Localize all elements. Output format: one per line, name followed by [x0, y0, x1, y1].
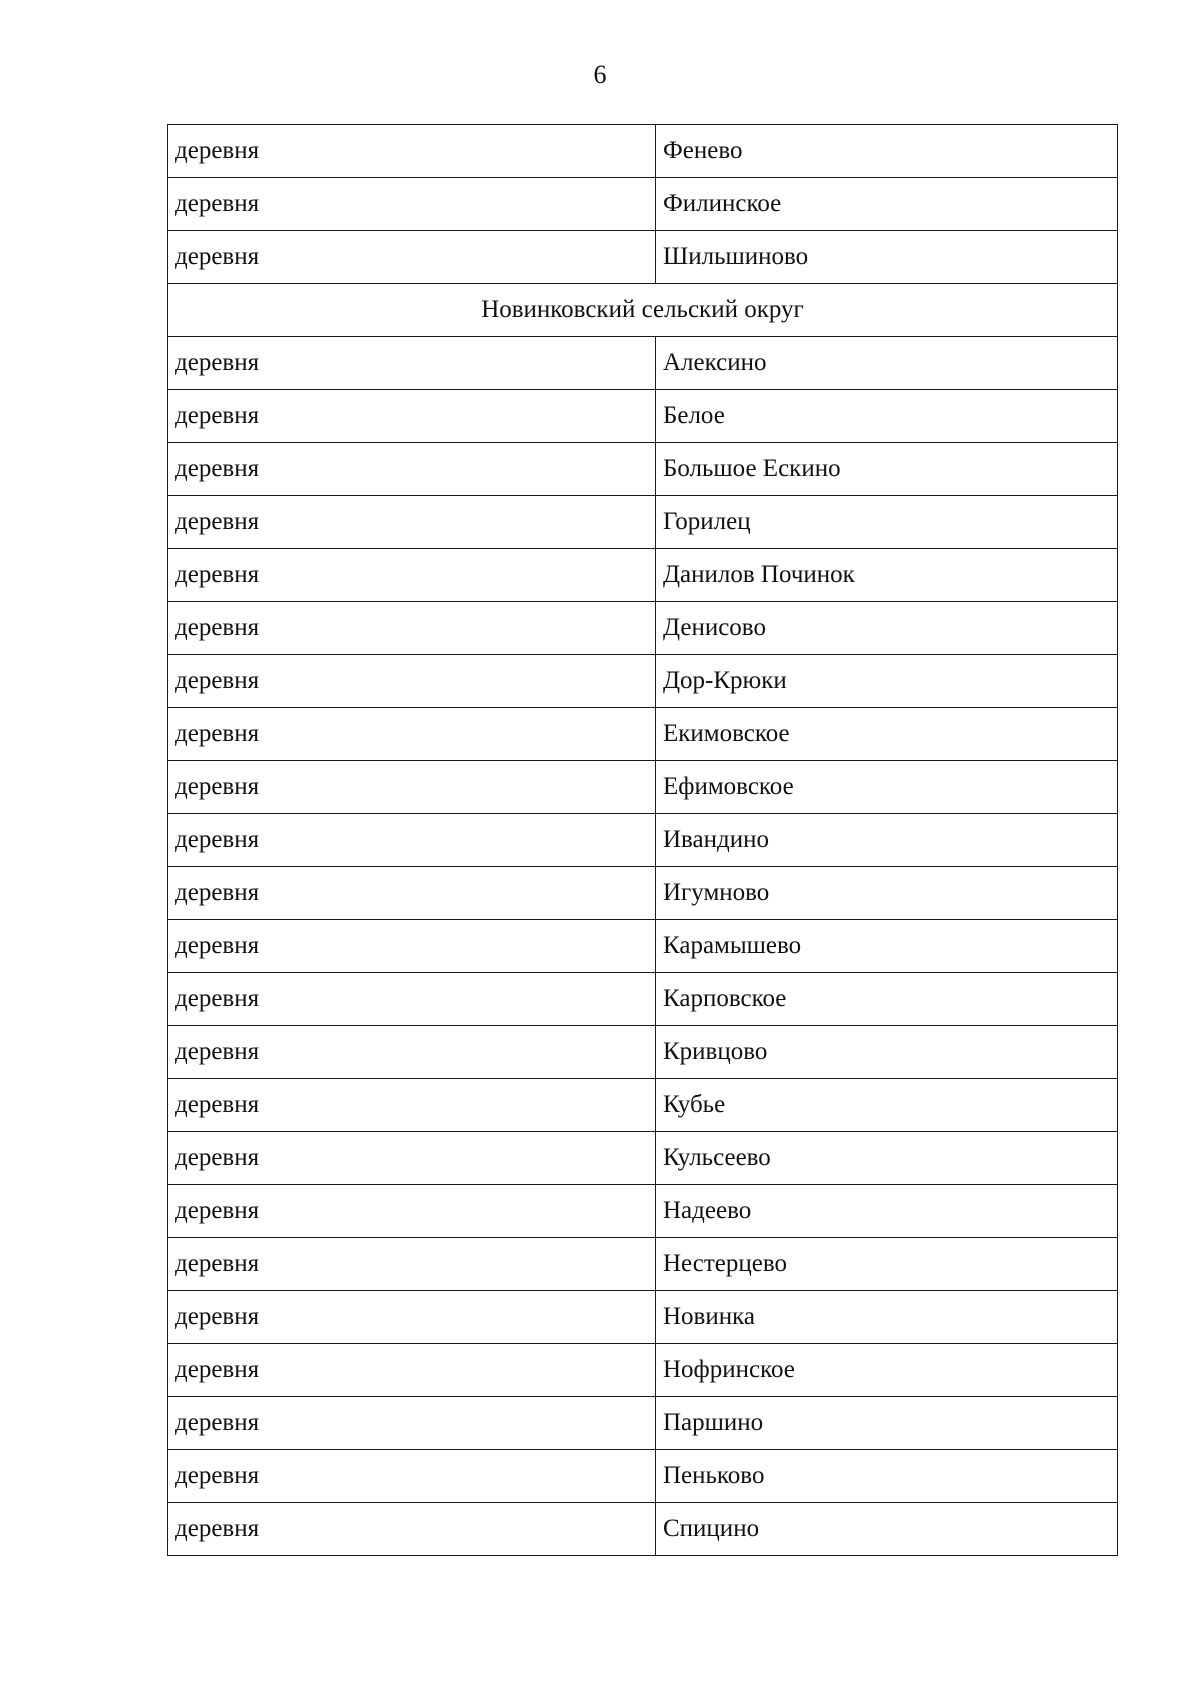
table-row — [168, 814, 1118, 867]
settlement-name-cell: Новинка — [656, 1291, 1118, 1344]
settlement-name-cell: Алексино — [656, 337, 1118, 390]
settlement-type-cell: деревня — [168, 1344, 656, 1397]
settlement-name-cell: Кульсеево — [656, 1132, 1118, 1185]
settlement-name-cell: Денисово — [656, 602, 1118, 655]
table-row — [168, 231, 1118, 284]
settlement-name-cell: Спицино — [656, 1503, 1118, 1556]
table-row — [168, 655, 1118, 708]
settlement-name-cell: Шильшиново — [656, 231, 1118, 284]
table-row — [168, 1397, 1118, 1450]
table-row — [168, 443, 1118, 496]
settlement-name-cell: Паршино — [656, 1397, 1118, 1450]
settlement-type-cell: деревня — [168, 655, 656, 708]
settlement-name-cell: Карповское — [656, 973, 1118, 1026]
table-row — [168, 1238, 1118, 1291]
table-row — [168, 761, 1118, 814]
settlement-name-cell: Филинское — [656, 178, 1118, 231]
settlement-name-cell: Кривцово — [656, 1026, 1118, 1079]
settlement-name-cell: Ефимовское — [656, 761, 1118, 814]
table-row — [168, 1344, 1118, 1397]
settlement-name-cell: Дор-Крюки — [656, 655, 1118, 708]
table-row — [168, 1026, 1118, 1079]
settlement-type-cell: деревня — [168, 549, 656, 602]
settlement-type-cell: деревня — [168, 337, 656, 390]
settlement-type-cell: деревня — [168, 1079, 656, 1132]
settlement-type-cell: деревня — [168, 1397, 656, 1450]
settlement-type-cell: деревня — [168, 178, 656, 231]
settlement-type-cell: деревня — [168, 708, 656, 761]
settlements-table — [167, 124, 1118, 1556]
settlement-type-cell: деревня — [168, 867, 656, 920]
table-row — [168, 1291, 1118, 1344]
settlement-name-cell: Карамышево — [656, 920, 1118, 973]
settlement-type-cell: деревня — [168, 1238, 656, 1291]
table-row — [168, 496, 1118, 549]
district-title: Новинковский сельский округ — [168, 284, 1118, 337]
settlement-type-cell: деревня — [168, 1450, 656, 1503]
table-row — [168, 1185, 1118, 1238]
table-body — [168, 125, 1118, 1556]
district-header-row — [168, 284, 1118, 337]
settlement-name-cell: Екимовское — [656, 708, 1118, 761]
settlement-type-cell: деревня — [168, 602, 656, 655]
page-number: 6 — [593, 60, 607, 89]
settlement-name-cell: Ивандино — [656, 814, 1118, 867]
settlement-name-cell: Нофринское — [656, 1344, 1118, 1397]
settlement-type-cell: деревня — [168, 1503, 656, 1556]
table-row — [168, 1079, 1118, 1132]
table-row — [168, 390, 1118, 443]
settlement-name-cell: Горилец — [656, 496, 1118, 549]
table-row — [168, 602, 1118, 655]
settlement-type-cell: деревня — [168, 390, 656, 443]
settlement-type-cell: деревня — [168, 920, 656, 973]
table-row — [168, 178, 1118, 231]
settlement-name-cell: Пеньково — [656, 1450, 1118, 1503]
settlement-type-cell: деревня — [168, 814, 656, 867]
settlement-type-cell: деревня — [168, 443, 656, 496]
table-row — [168, 337, 1118, 390]
settlement-name-cell: Нестерцево — [656, 1238, 1118, 1291]
settlement-type-cell: деревня — [168, 1026, 656, 1079]
table-row — [168, 1503, 1118, 1556]
settlement-name-cell: Большое Ескино — [656, 443, 1118, 496]
settlement-name-cell: Белое — [656, 390, 1118, 443]
settlement-type-cell: деревня — [168, 1132, 656, 1185]
settlement-type-cell: деревня — [168, 1185, 656, 1238]
settlement-name-cell: Надеево — [656, 1185, 1118, 1238]
settlement-name-cell: Данилов Починок — [656, 549, 1118, 602]
table-row — [168, 973, 1118, 1026]
settlement-type-cell: деревня — [168, 231, 656, 284]
settlement-type-cell: деревня — [168, 125, 656, 178]
table-row — [168, 1450, 1118, 1503]
table-row — [168, 708, 1118, 761]
settlement-type-cell: деревня — [168, 973, 656, 1026]
settlement-name-cell: Фенево — [656, 125, 1118, 178]
settlement-name-cell: Игумново — [656, 867, 1118, 920]
settlement-name-cell: Кубье — [656, 1079, 1118, 1132]
table-row — [168, 125, 1118, 178]
table-row — [168, 549, 1118, 602]
table-row — [168, 1132, 1118, 1185]
settlement-type-cell: деревня — [168, 761, 656, 814]
settlement-type-cell: деревня — [168, 496, 656, 549]
table-row — [168, 867, 1118, 920]
settlement-type-cell: деревня — [168, 1291, 656, 1344]
table-row — [168, 920, 1118, 973]
